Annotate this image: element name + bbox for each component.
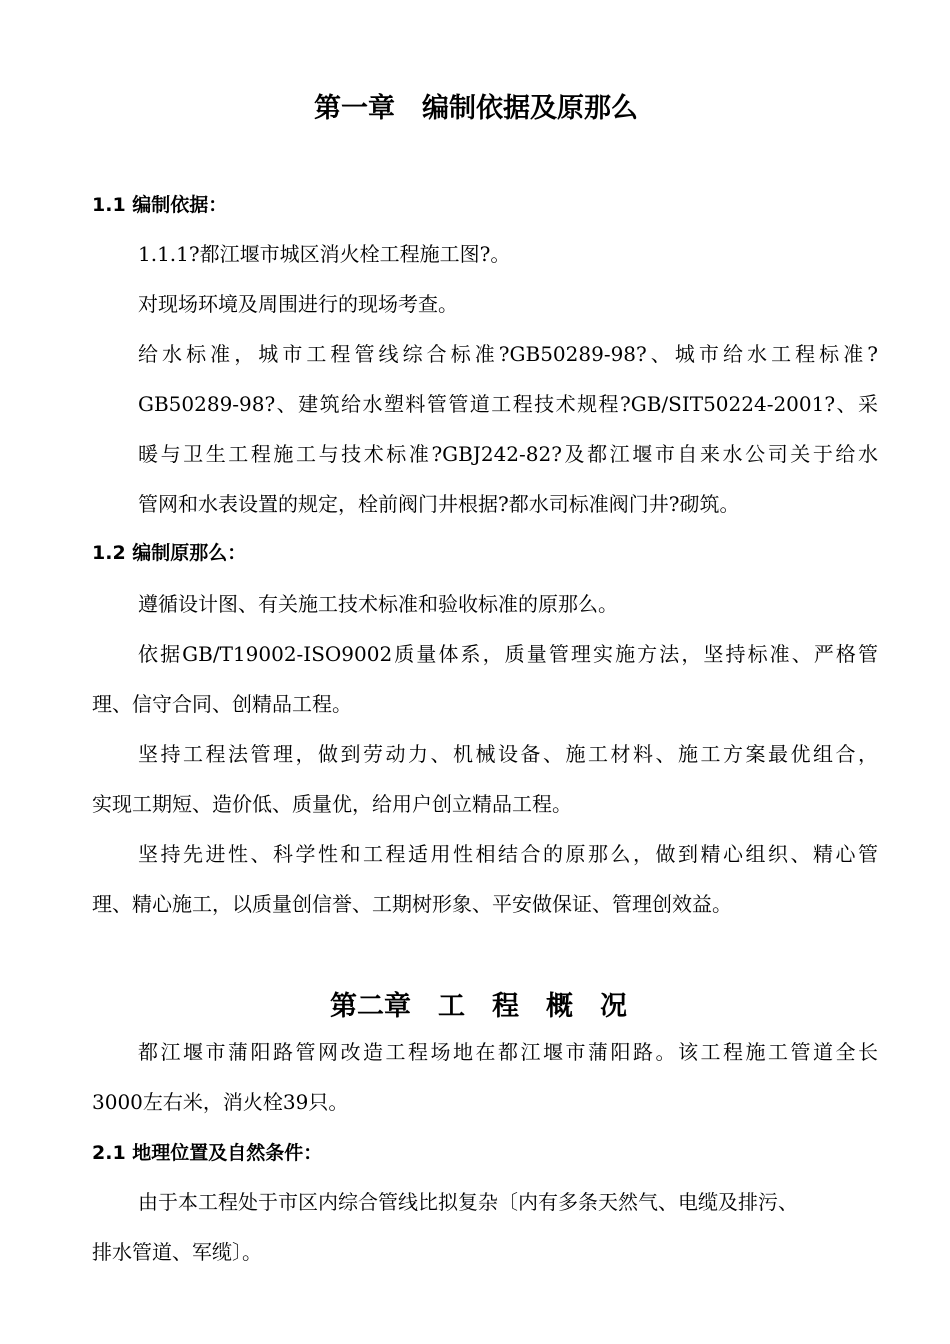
paragraph-line: 由于本工程处于市区内综合管线比拟复杂〔内有多条天然气、电缆及排污、 (138, 1190, 798, 1214)
paragraph-line: 实现工期短、造价低、质量优，给用户创立精品工程。 (92, 792, 572, 816)
paragraph-line: 对现场环境及周围进行的现场考查。 (138, 292, 458, 316)
paragraph-line: 给水标准，城市工程管线综合标准?GB50289-98?、城市给水工程标准? (138, 342, 878, 366)
chapter1-title: 第一章 编制依据及原那么 (314, 93, 638, 124)
paragraph-line: 1.1.1?都江堰市城区消火栓工程施工图?。 (138, 242, 511, 266)
section-1-2-heading: 1.2 编制原那么： (92, 542, 247, 564)
paragraph-line: 理、信守合同、创精品工程。 (92, 692, 352, 716)
paragraph-line: 坚持先进性、科学性和工程适用性相结合的原那么，做到精心组织、精心管 (138, 842, 878, 866)
section-1-1-heading: 1.1 编制依据： (92, 194, 228, 216)
paragraph-line: 依据GB/T19002-ISO9002质量体系，质量管理实施方法，坚持标准、严格管 (138, 642, 878, 666)
paragraph-line: 暖与卫生工程施工与技术标准?GBJ242-82?及都江堰市自来水公司关于给水 (138, 442, 878, 466)
paragraph-line: GB50289-98?、建筑给水塑料管管道工程技术规程?GB/SIT50224-2001?、采 (138, 392, 878, 416)
paragraph-line: 3000左右米，消火栓39只。 (92, 1090, 349, 1114)
paragraph-line: 都江堰市蒲阳路管网改造工程场地在都江堰市蒲阳路。该工程施工管道全长 (138, 1040, 878, 1064)
paragraph-line: 排水管道、军缆〕。 (92, 1240, 262, 1264)
paragraph-line: 遵循设计图、有关施工技术标准和验收标准的原那么。 (138, 592, 618, 616)
paragraph-line: 管网和水表设置的规定，栓前阀门井根据?都水司标准阀门井?砌筑。 (138, 492, 740, 516)
chapter2-title: 第二章 工 程 概 况 (330, 991, 627, 1022)
paragraph-line: 理、精心施工，以质量创信誉、工期树形象、平安做保证、管理创效益。 (92, 892, 732, 916)
paragraph-line: 坚持工程法管理，做到劳动力、机械设备、施工材料、施工方案最优组合， (138, 742, 878, 766)
section-2-1-heading: 2.1 地理位置及自然条件： (92, 1142, 323, 1164)
